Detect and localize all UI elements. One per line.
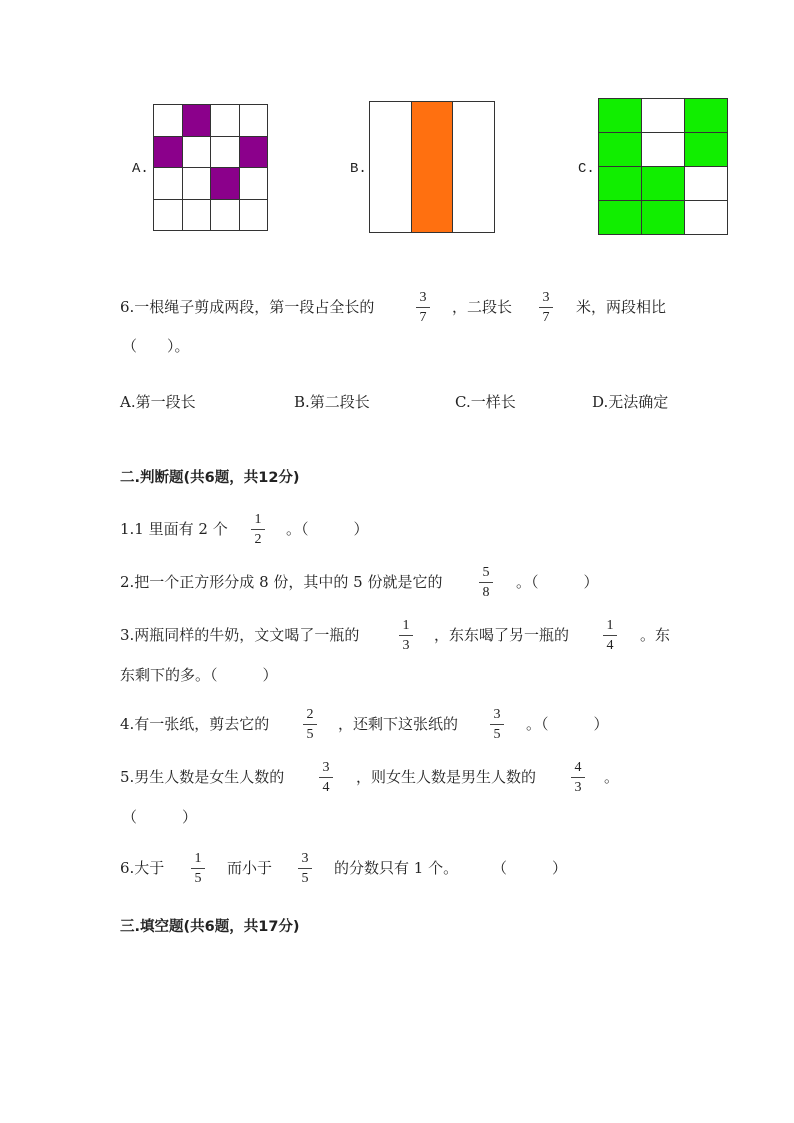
fraction-bar: [251, 529, 265, 530]
figure-b-label: B.: [350, 161, 367, 177]
s2-q6-answer-paren[interactable]: （ ）: [492, 861, 568, 877]
s2-q5-text-1: 5.男生人数是女生人数的: [120, 768, 285, 786]
fraction-bar: [399, 635, 413, 636]
fraction-numerator: 1: [254, 512, 262, 527]
q6-option-a[interactable]: A.第一段长: [120, 393, 196, 411]
s2-q3-text-2: ，东东喝了另一瓶的: [434, 626, 570, 644]
shaded-cell: [599, 99, 642, 133]
fraction-bar: [603, 635, 617, 636]
fraction-numerator: 1: [606, 618, 614, 633]
s2-q6-fraction-2: [295, 851, 315, 886]
shaded-cell: [642, 167, 685, 201]
shaded-cell: [599, 201, 642, 235]
blank-cell: [211, 105, 240, 137]
s2-q3-fraction-1: [396, 618, 416, 653]
fraction-denominator: 3: [402, 638, 410, 653]
blank-cell: [642, 133, 685, 167]
fraction-bar: [571, 777, 585, 778]
blank-cell: [453, 102, 495, 233]
figure-c-grid: [598, 98, 728, 235]
grid-row: [599, 201, 728, 235]
blank-cell: [239, 199, 268, 231]
fraction-bar: [319, 777, 333, 778]
blank-cell: [154, 105, 183, 137]
fraction-denominator: 5: [493, 727, 501, 742]
shaded-cell: [642, 201, 685, 235]
fraction-bar: [191, 868, 205, 869]
fraction-numerator: 3: [322, 760, 330, 775]
shaded-cell: [411, 102, 453, 233]
grid-row: [599, 133, 728, 167]
s2-q5-text-2: ，则女生人数是男生人数的: [356, 768, 537, 786]
fraction-numerator: 3: [542, 290, 550, 305]
grid-row: [154, 136, 268, 168]
blank-cell: [642, 99, 685, 133]
s2-q5-fraction-2: [568, 760, 588, 795]
fraction-denominator: 5: [301, 871, 309, 886]
s2-q5-text-3: 。: [604, 768, 620, 786]
fraction-numerator: 5: [482, 565, 490, 580]
shaded-cell: [599, 167, 642, 201]
blank-cell: [685, 201, 728, 235]
s2-q3-line-2[interactable]: 东剩下的多。（ ）: [120, 666, 278, 684]
shaded-cell: [599, 133, 642, 167]
shaded-cell: [239, 136, 268, 168]
fraction-bar: [298, 868, 312, 869]
blank-cell: [239, 105, 268, 137]
fraction-denominator: 8: [482, 585, 490, 600]
fraction-numerator: 2: [306, 707, 314, 722]
grid-row: [154, 199, 268, 231]
q6-text-2: ，二段长: [452, 298, 513, 316]
s2-q3-text-1: 3.两瓶同样的牛奶，文文喝了一瓶的: [120, 626, 360, 644]
q6-fraction-1: [413, 290, 433, 325]
blank-cell: [239, 168, 268, 200]
shaded-cell: [154, 136, 183, 168]
shaded-cell: [685, 99, 728, 133]
grid-row: [599, 99, 728, 133]
blank-cell: [182, 168, 211, 200]
shaded-cell: [211, 168, 240, 200]
s2-q2-text-2[interactable]: 。（ ）: [516, 573, 599, 591]
blank-cell: [685, 167, 728, 201]
grid-row: [599, 167, 728, 201]
grid-row: [154, 105, 268, 137]
s2-q6-fraction-1: [188, 851, 208, 886]
s2-q6-text-3: 的分数只有 1 个。: [334, 859, 459, 877]
blank-cell: [211, 199, 240, 231]
figure-c-label: C.: [578, 161, 595, 177]
s2-q4-text-1: 4.有一张纸，剪去它的: [120, 715, 270, 733]
s2-q2-fraction-1: [476, 565, 496, 600]
fraction-numerator: 3: [493, 707, 501, 722]
blank-cell: [154, 199, 183, 231]
s2-q1-text-1: 1.1 里面有 2 个: [120, 520, 228, 538]
s2-q3-fraction-2: [600, 618, 620, 653]
s2-q5-fraction-1: [316, 760, 336, 795]
blank-cell: [182, 199, 211, 231]
blank-cell: [182, 136, 211, 168]
fraction-numerator: 4: [574, 760, 582, 775]
blank-cell: [154, 168, 183, 200]
fraction-denominator: 7: [419, 310, 427, 325]
section3-heading: 三.填空题(共6题，共17分): [120, 919, 300, 935]
fraction-denominator: 4: [322, 780, 330, 795]
figure-a-label: A.: [132, 161, 149, 177]
figure-b-grid: [369, 101, 495, 233]
s2-q2-text-1: 2.把一个正方形分成 8 份，其中的 5 份就是它的: [120, 573, 443, 591]
q6-fraction-2: [536, 290, 556, 325]
section2-heading: 二.判断题(共6题，共12分): [120, 470, 300, 486]
fraction-numerator: 1: [194, 851, 202, 866]
blank-cell: [370, 102, 412, 233]
s2-q4-text-3[interactable]: 。（ ）: [526, 715, 609, 733]
s2-q1-fraction-1: [248, 512, 268, 547]
q6-option-c[interactable]: C.一样长: [455, 393, 516, 411]
s2-q4-fraction-2: [487, 707, 507, 742]
s2-q3-text-3: 。东: [640, 626, 671, 644]
fraction-numerator: 3: [301, 851, 309, 866]
fraction-denominator: 5: [306, 727, 314, 742]
s2-q6-text-1: 6.大于: [120, 859, 165, 877]
q6-option-d[interactable]: D.无法确定: [592, 393, 669, 411]
fraction-denominator: 5: [194, 871, 202, 886]
fraction-bar: [490, 724, 504, 725]
fraction-bar: [303, 724, 317, 725]
shaded-cell: [182, 105, 211, 137]
grid-row: [154, 168, 268, 200]
figure-a-grid: [153, 104, 268, 231]
fraction-numerator: 1: [402, 618, 410, 633]
q6-answer-paren[interactable]: （ ）。: [122, 339, 190, 355]
s2-q4-fraction-1: [300, 707, 320, 742]
fraction-denominator: 2: [254, 532, 262, 547]
blank-cell: [211, 136, 240, 168]
fraction-bar: [479, 582, 493, 583]
s2-q5-line-2[interactable]: （ ）: [122, 810, 198, 826]
fraction-bar: [416, 307, 430, 308]
fraction-denominator: 4: [606, 638, 614, 653]
fraction-numerator: 3: [419, 290, 427, 305]
s2-q1-text-2[interactable]: 。（ ）: [286, 520, 369, 538]
fraction-bar: [539, 307, 553, 308]
shaded-cell: [685, 133, 728, 167]
q6-option-b[interactable]: B.第二段长: [294, 393, 370, 411]
fraction-denominator: 7: [542, 310, 550, 325]
q6-text-3: 米，两段相比: [576, 298, 667, 316]
s2-q4-text-2: ，还剩下这张纸的: [338, 715, 459, 733]
grid-row: [370, 102, 495, 233]
fraction-denominator: 3: [574, 780, 582, 795]
q6-text-1: 6.一根绳子剪成两段，第一段占全长的: [120, 298, 375, 316]
s2-q6-text-2: 而小于: [227, 859, 273, 877]
